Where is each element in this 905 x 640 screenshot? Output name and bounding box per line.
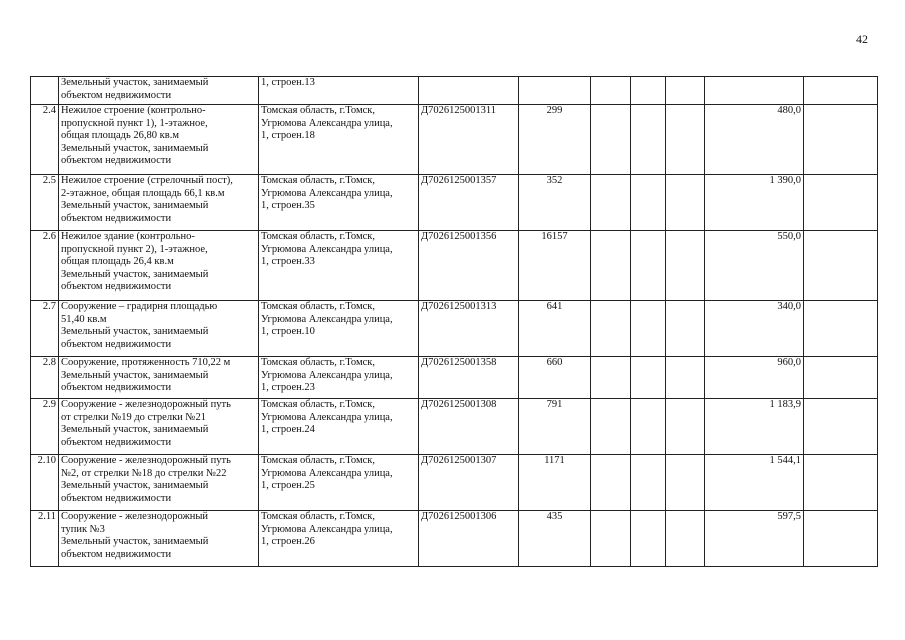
- address-line: 1, строен.24: [261, 424, 315, 436]
- cell-object-name: [59, 357, 259, 399]
- table-row: [31, 175, 878, 231]
- object-name-line: объектом недвижимости: [61, 212, 172, 224]
- cell-empty: [804, 231, 878, 301]
- cell-empty: [666, 301, 705, 357]
- address-line: Томская область, г.Томск,: [261, 357, 376, 368]
- cell-address: [259, 455, 419, 511]
- address-line: Томская область, г.Томск,: [261, 175, 376, 186]
- address-line: 1, строен.35: [261, 200, 315, 212]
- cell-empty: [591, 511, 631, 567]
- cell-empty: [631, 231, 666, 301]
- cell-empty: [666, 231, 705, 301]
- address-line: Угрюмова Александра улица,: [261, 243, 393, 255]
- cell-empty: [591, 301, 631, 357]
- cell-empty: [591, 455, 631, 511]
- cell-empty: [666, 455, 705, 511]
- address-line: Угрюмова Александра улица,: [261, 467, 393, 479]
- cell-empty: [804, 301, 878, 357]
- object-name-line: объектом недвижимости: [61, 89, 172, 101]
- object-name-line: Сооружение - железнодорожный: [61, 511, 209, 522]
- object-name-line: Земельный участок, занимаемый: [61, 480, 209, 492]
- cell-area: 435: [519, 511, 591, 567]
- cell-empty: [666, 357, 705, 399]
- cell-value: 340,0: [705, 301, 804, 357]
- object-name-line: Сооружение, протяженность 710,22 м: [61, 357, 231, 368]
- table-row: [31, 357, 878, 399]
- cell-empty: [666, 105, 705, 175]
- cell-address: [259, 399, 419, 455]
- cell-cadastral-number: Д7026125001308: [419, 399, 519, 455]
- cell-cadastral-number: Д7026125001311: [419, 105, 519, 175]
- address-line: 1, строен.25: [261, 480, 315, 492]
- property-registry-table: [30, 76, 878, 567]
- cell-object-name: [59, 511, 259, 567]
- cell-empty: [591, 77, 631, 105]
- cell-value: 1 183,9: [705, 399, 804, 455]
- address-line: Угрюмова Александра улица,: [261, 117, 393, 129]
- cell-address: [259, 77, 419, 105]
- cell-empty: [591, 399, 631, 455]
- cell-area: [519, 77, 591, 105]
- cell-cadastral-number: Д7026125001313: [419, 301, 519, 357]
- address-line: Томская область, г.Томск,: [261, 511, 376, 522]
- cell-area: 299: [519, 105, 591, 175]
- object-name-line: 51,40 кв.м: [61, 313, 107, 325]
- object-name-line: №2, от стрелки №18 до стрелки №22: [61, 467, 227, 479]
- object-name-line: Земельный участок, занимаемый: [61, 200, 209, 212]
- address-line: Угрюмова Александра улица,: [261, 187, 393, 199]
- cell-cadastral-number: [419, 77, 519, 105]
- object-name-line: объектом недвижимости: [61, 155, 172, 167]
- cell-item-number: 2.11: [31, 511, 59, 567]
- cell-empty: [631, 175, 666, 231]
- object-name-line: общая площадь 26,4 кв.м: [61, 256, 174, 268]
- address-line: Томская область, г.Томск,: [261, 301, 376, 312]
- page-number: 42: [856, 32, 868, 46]
- cell-empty: [666, 399, 705, 455]
- cell-object-name: [59, 77, 259, 105]
- address-line: 1, строен.26: [261, 536, 315, 548]
- cell-empty: [631, 357, 666, 399]
- object-name-line: Земельный участок, занимаемый: [61, 326, 209, 338]
- cell-empty: [631, 455, 666, 511]
- cell-value: 1 544,1: [705, 455, 804, 511]
- table-row: [31, 231, 878, 301]
- cell-object-name: [59, 105, 259, 175]
- cell-area: 352: [519, 175, 591, 231]
- address-line: Угрюмова Александра улица,: [261, 369, 393, 381]
- table-row: [31, 77, 878, 105]
- address-line: Томская область, г.Томск,: [261, 455, 376, 466]
- cell-address: [259, 357, 419, 399]
- table-body: [31, 77, 878, 567]
- cell-empty: [591, 357, 631, 399]
- cell-value: 550,0: [705, 231, 804, 301]
- object-name-line: Земельный участок, занимаемый: [61, 369, 209, 381]
- object-name-line: объектом недвижимости: [61, 492, 172, 504]
- cell-item-number: 2.4: [31, 105, 59, 175]
- object-name-line: Земельный участок, занимаемый: [61, 536, 209, 548]
- cell-cadastral-number: Д7026125001307: [419, 455, 519, 511]
- cell-empty: [804, 175, 878, 231]
- cell-object-name: [59, 399, 259, 455]
- address-line: Угрюмова Александра улица,: [261, 411, 393, 423]
- table-row: [31, 399, 878, 455]
- cell-cadastral-number: Д7026125001356: [419, 231, 519, 301]
- cell-item-number: 2.7: [31, 301, 59, 357]
- object-name-line: общая площадь 26,80 кв.м: [61, 130, 179, 142]
- address-line: Угрюмова Александра улица,: [261, 523, 393, 535]
- object-name-line: объектом недвижимости: [61, 436, 172, 448]
- object-name-line: пропускной пункт 1), 1-этажное,: [61, 117, 208, 129]
- object-name-line: объектом недвижимости: [61, 382, 172, 394]
- table-row: [31, 511, 878, 567]
- cell-empty: [804, 105, 878, 175]
- object-name-line: Земельный участок, занимаемый: [61, 268, 209, 280]
- object-name-line: объектом недвижимости: [61, 281, 172, 293]
- address-line: 1, строен.10: [261, 326, 315, 338]
- cell-empty: [631, 399, 666, 455]
- cell-address: [259, 175, 419, 231]
- address-line: Угрюмова Александра улица,: [261, 313, 393, 325]
- object-name-line: Земельный участок, занимаемый: [61, 142, 209, 154]
- object-name-line: Нежилое строение (стрелочный пост),: [61, 175, 233, 186]
- table-row: [31, 301, 878, 357]
- cell-empty: [804, 357, 878, 399]
- cell-item-number: [31, 77, 59, 105]
- cell-empty: [804, 455, 878, 511]
- cell-item-number: 2.9: [31, 399, 59, 455]
- cell-empty: [631, 511, 666, 567]
- cell-object-name: [59, 301, 259, 357]
- cell-address: [259, 301, 419, 357]
- object-name-line: Нежилое здание (контрольно-: [61, 231, 195, 242]
- cell-empty: [666, 77, 705, 105]
- table-row: [31, 455, 878, 511]
- cell-value: 960,0: [705, 357, 804, 399]
- cell-object-name: [59, 175, 259, 231]
- cell-area: 1171: [519, 455, 591, 511]
- cell-value: 480,0: [705, 105, 804, 175]
- object-name-line: объектом недвижимости: [61, 338, 172, 350]
- address-line: 1, строен.23: [261, 382, 315, 394]
- cell-value: [705, 77, 804, 105]
- cell-object-name: [59, 231, 259, 301]
- cell-item-number: 2.8: [31, 357, 59, 399]
- object-name-line: Земельный участок, занимаемый: [61, 77, 209, 88]
- cell-item-number: 2.6: [31, 231, 59, 301]
- object-name-line: пропускной пункт 2), 1-этажное,: [61, 243, 208, 255]
- object-name-line: Сооружение - железнодорожный путь: [61, 455, 231, 466]
- cell-cadastral-number: Д7026125001306: [419, 511, 519, 567]
- cell-address: [259, 511, 419, 567]
- cell-empty: [591, 231, 631, 301]
- cell-empty: [804, 511, 878, 567]
- cell-value: 1 390,0: [705, 175, 804, 231]
- cell-area: 16157: [519, 231, 591, 301]
- address-line: Томская область, г.Томск,: [261, 105, 376, 116]
- cell-value: 597,5: [705, 511, 804, 567]
- cell-area: 660: [519, 357, 591, 399]
- cell-address: [259, 231, 419, 301]
- object-name-line: 2-этажное, общая площадь 66,1 кв.м: [61, 187, 225, 199]
- cell-address: [259, 105, 419, 175]
- cell-area: 641: [519, 301, 591, 357]
- table-row: [31, 105, 878, 175]
- address-line: 1, строен.18: [261, 130, 315, 142]
- cell-empty: [591, 175, 631, 231]
- cell-cadastral-number: Д7026125001357: [419, 175, 519, 231]
- object-name-line: от стрелки №19 до стрелки №21: [61, 411, 206, 423]
- cell-empty: [804, 399, 878, 455]
- object-name-line: тупик №3: [61, 523, 105, 535]
- cell-empty: [631, 77, 666, 105]
- address-line: Томская область, г.Томск,: [261, 231, 376, 242]
- cell-empty: [666, 175, 705, 231]
- cell-empty: [631, 301, 666, 357]
- cell-empty: [631, 105, 666, 175]
- cell-object-name: [59, 455, 259, 511]
- cell-item-number: 2.5: [31, 175, 59, 231]
- address-line: 1, строен.33: [261, 256, 315, 268]
- object-name-line: Земельный участок, занимаемый: [61, 424, 209, 436]
- address-line: 1, строен.13: [261, 77, 315, 88]
- cell-item-number: 2.10: [31, 455, 59, 511]
- object-name-line: Сооружение - железнодорожный путь: [61, 399, 231, 410]
- cell-empty: [591, 105, 631, 175]
- object-name-line: объектом недвижимости: [61, 548, 172, 560]
- cell-empty: [666, 511, 705, 567]
- address-line: Томская область, г.Томск,: [261, 399, 376, 410]
- object-name-line: Сооружение – градирня площадью: [61, 301, 218, 312]
- cell-cadastral-number: Д7026125001358: [419, 357, 519, 399]
- object-name-line: Нежилое строение (контрольно-: [61, 105, 206, 116]
- cell-empty: [804, 77, 878, 105]
- cell-area: 791: [519, 399, 591, 455]
